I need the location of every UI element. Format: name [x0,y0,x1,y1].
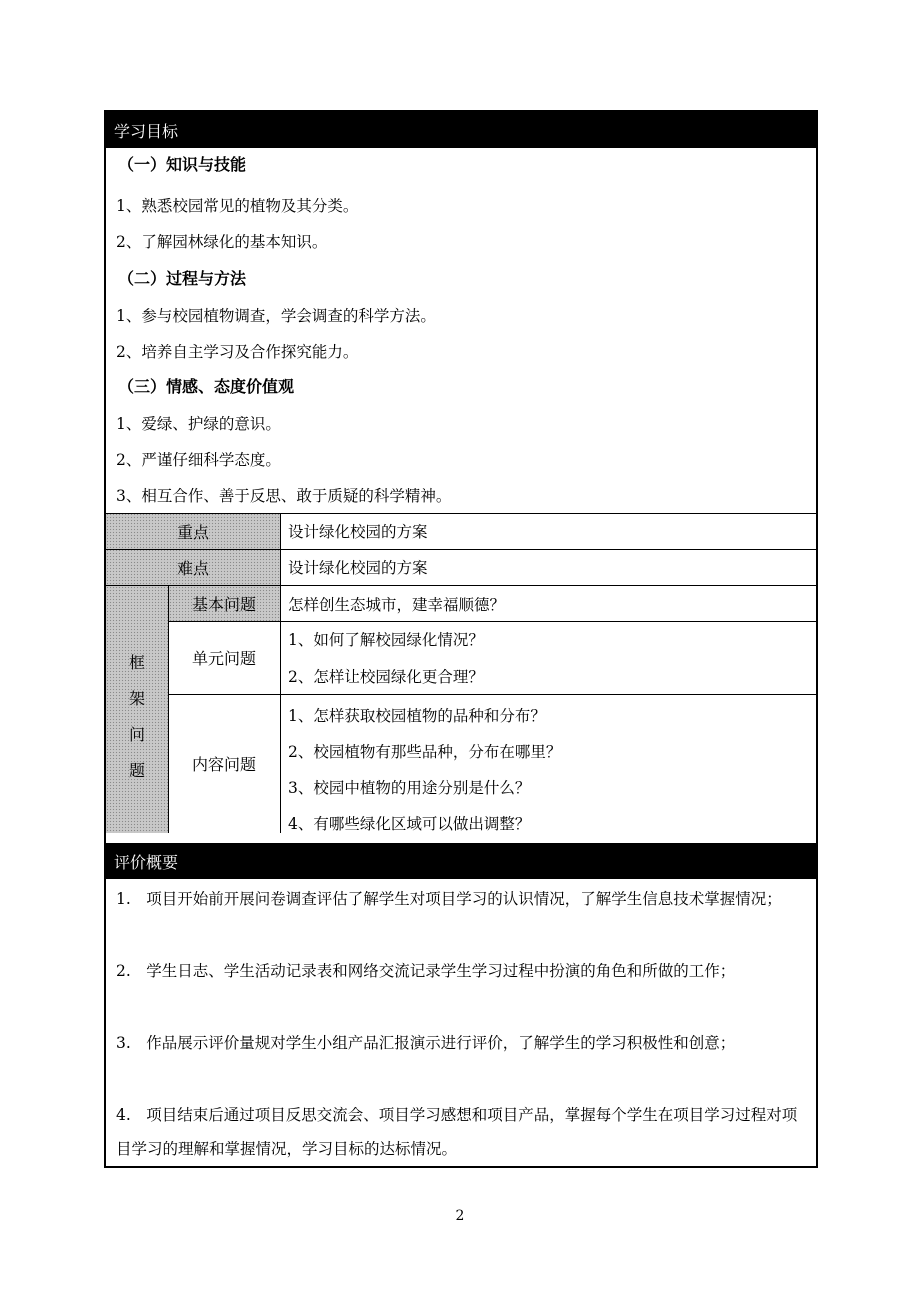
unit-question-item: 1、如何了解校园绿化情况？ [288,631,484,649]
objectives-header: 学习目标 [106,112,816,148]
content-question-item: 3、校园中植物的用途分别是什么？ [288,779,531,797]
key-point-value: 设计绿化校园的方案 [288,523,428,541]
section-title: （二）过程与方法 [118,269,247,288]
objective-item: 1、参与校园植物调查，学会调查的科学方法。 [116,307,436,325]
evaluation-item: 4. 项目结束后通过项目反思交流会、项目学习感想和项目产品，掌握每个学生在项目学习过程对项目学习的理解和掌握情况，学习目标的达标情况。 [116,1106,798,1158]
objective-item: 2、严谨仔细科学态度。 [116,451,281,469]
lesson-plan-table [104,110,818,1168]
section-title: （三）情感、态度价值观 [118,377,295,396]
evaluation-header: 评价概要 [106,843,816,879]
evaluation-item: 1. 项目开始前开展问卷调查评估了解学生对项目学习的认识情况，了解学生信息技术掌握情况； [116,890,782,908]
content-question-item: 1、怎样获取校园植物的品种和分布？ [288,707,546,725]
objective-item: 2、培养自主学习及合作探究能力。 [116,343,359,361]
framework-char: 问 [128,725,145,744]
unit-question-item: 2、怎样让校园绿化更合理？ [288,668,484,686]
content-question-label: 内容问题 [191,755,256,774]
objective-item: 3、相互合作、善于反思、敢于质疑的科学精神。 [116,487,452,505]
column-divider [280,513,281,833]
difficulty-value: 设计绿化校园的方案 [288,559,428,577]
evaluation-item: 2. 学生日志、学生活动记录表和网络交流记录学生学习过程中扮演的角色和所做的工作； [116,962,736,980]
framework-char: 框 [128,653,145,672]
key-point-label: 重点 [176,522,209,542]
framework-label [106,650,168,794]
evaluation-item: 3. 作品展示评价量规对学生小组产品汇报演示进行评价，了解学生的学习积极性和创意； [116,1034,736,1052]
section-title: （一）知识与技能 [118,155,247,174]
content-question-item: 4、有哪些绿化区域可以做出调整？ [288,815,531,833]
objective-item: 1、爱绿、护绿的意识。 [116,415,281,433]
framework-char: 架 [128,689,145,708]
basic-question-label: 基本问题 [191,594,256,614]
content-question-item: 2、校园植物有那些品种，分布在哪里？ [288,743,562,761]
page-number: 2 [455,1208,465,1224]
objective-item: 1、熟悉校园常见的植物及其分类。 [116,197,359,215]
framework-char: 题 [128,761,145,780]
basic-question-value: 怎样创生态城市，建幸福顺德？ [288,596,506,614]
difficulty-label: 难点 [176,558,209,578]
unit-question-label: 单元问题 [191,649,256,668]
objective-item: 2、了解园林绿化的基本知识。 [116,233,328,251]
